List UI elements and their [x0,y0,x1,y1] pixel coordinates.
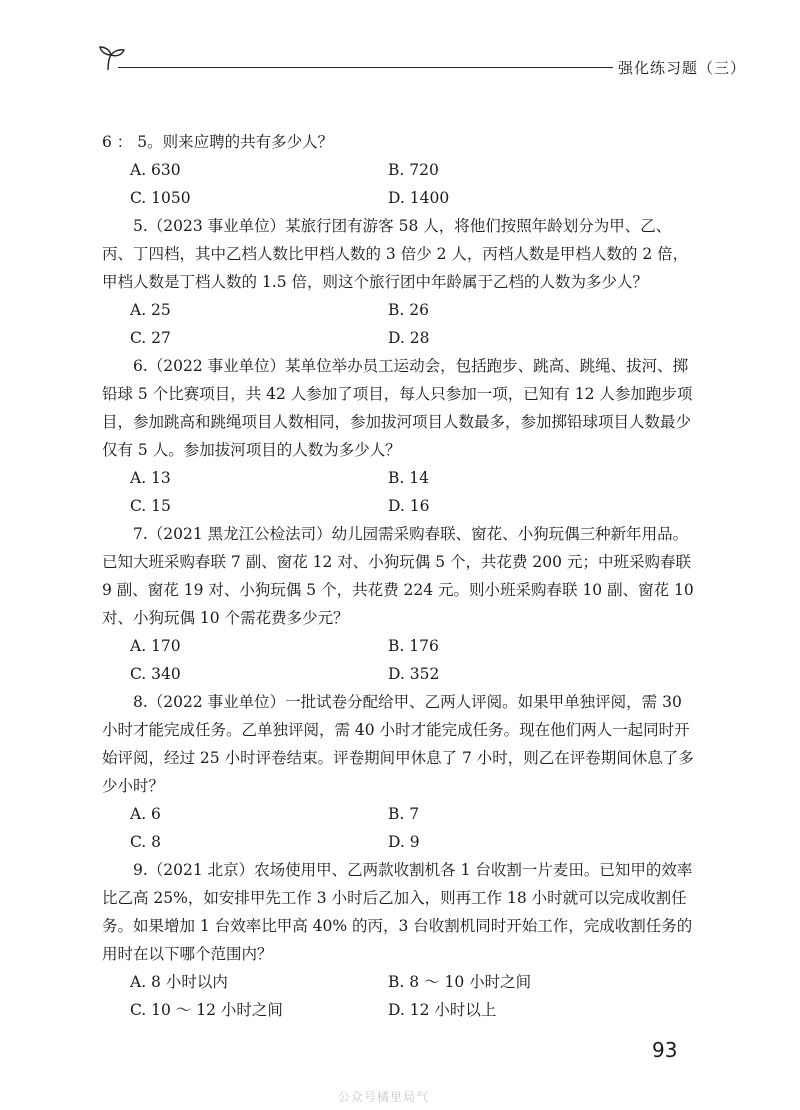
option-grid [102,968,696,1024]
option-c: C. 15 [130,497,171,515]
question-item [102,856,696,1024]
question-stem: 9.（2021 北京）农场使用甲、乙两款收割机各 1 台收割一片麦田。已知甲的效率比乙高 25%，如安排甲先工作 3 小时后乙加入，则再工作 18 小时就可以完成收割任务。如果增加 1 台效率比甲高 40% 的丙，3 台收割机同时开始工作，完成收割任务的用时在以下哪个范围内？ [102,861,693,963]
question-item [102,520,696,688]
option-a: A. 6 [130,805,161,823]
option-a: A. 8 小时以内 [130,973,228,991]
sprout-icon [96,44,126,74]
question-stem: 5.（2023 事业单位）某旅行团有游客 58 人，将他们按照年龄划分为甲、乙、丙、丁四档，其中乙档人数比甲档人数的 3 倍少 2 人，丙档人数是甲档人数的 2 倍，甲档人数是丁档人数的 1.5 倍，则这个旅行团中年龄属于乙档的人数为多少人？ [102,217,689,291]
option-a: A. 630 [130,161,181,179]
option-b: B. 176 [388,637,439,655]
option-d: D. 1400 [388,189,450,207]
option-d: D. 28 [388,329,430,347]
question-item [102,352,696,520]
header-rule [118,67,613,68]
option-grid [102,632,696,688]
option-grid [102,156,696,212]
question-item [102,688,696,856]
option-c: C. 27 [130,329,171,347]
option-a: A. 170 [130,637,181,655]
question-stem: 8.（2022 事业单位）一批试卷分配给甲、乙两人评阅。如果甲单独评阅，需 30 小时才能完成任务。乙单独评阅，需 40 小时才能完成任务。现在他们两人一起同时开始评阅，经过 25 小时评卷结束。评卷期间甲休息了 7 小时，则乙在评卷期间休息了多少小时？ [102,693,694,795]
option-d: D. 12 小时以上 [388,1001,497,1019]
option-c: C. 1050 [130,189,191,207]
section-title: 强化练习题（三） [618,59,747,77]
question-stem: 6 ： 5。则来应聘的共有多少人？ [102,133,334,151]
option-b: B. 7 [388,805,420,823]
option-b: B. 8 ～ 10 小时之间 [388,973,532,991]
question-list [102,128,696,1024]
option-grid [102,296,696,352]
question-stem: 7.（2021 黑龙江公检法司）幼儿园需采购春联、窗花、小狗玩偶三种新年用品。已知大班采购春联 7 副、窗花 12 对、小狗玩偶 5 个，共花费 200 元；中班采购春联 9 副、窗花 19 对、小狗玩偶 5 个，共花费 224 元。则小班采购春联 10 副、窗花 10 对、小狗玩偶 10 个需花费多少元？ [102,525,694,627]
option-a: A. 25 [130,301,171,319]
page-number: 93 [652,1038,678,1062]
option-b: B. 14 [388,469,429,487]
question-item [102,128,696,212]
option-b: B. 720 [388,161,439,179]
option-grid [102,800,696,856]
option-a: A. 13 [130,469,171,487]
option-grid [102,464,696,520]
watermark: 公众号橘里局气 [338,1090,430,1104]
option-d: D. 352 [388,665,440,683]
question-stem: 6.（2022 事业单位）某单位举办员工运动会，包括跑步、跳高、跳绳、拔河、掷铅球 5 个比赛项目，共 42 人参加了项目，每人只参加一项，已知有 12 人参加跑步项目，参加跳高和跳绳项目人数相同，参加拔河项目人数最多，参加掷铅球项目人数最少仅有 5 人。参加拔河项目的人数为多少人？ [102,357,693,459]
option-c: C. 8 [130,833,162,851]
page-header [96,44,747,84]
option-d: D. 16 [388,497,430,515]
option-d: D. 9 [388,833,420,851]
option-c: C. 340 [130,665,181,683]
question-item [102,212,696,352]
option-b: B. 26 [388,301,429,319]
option-c: C. 10 ～ 12 小时之间 [130,1001,283,1019]
